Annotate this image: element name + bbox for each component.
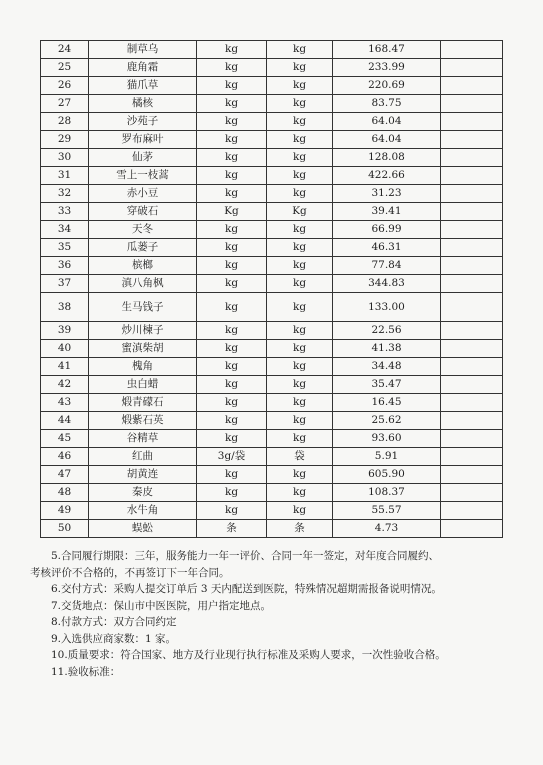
cell-unit2: kg bbox=[267, 358, 333, 376]
cell-blank bbox=[441, 239, 503, 257]
table-row bbox=[41, 257, 503, 275]
cell-no: 28 bbox=[41, 113, 89, 131]
cell-no: 29 bbox=[41, 131, 89, 149]
cell-no: 26 bbox=[41, 77, 89, 95]
cell-unit2: kg bbox=[267, 502, 333, 520]
cell-blank bbox=[441, 59, 503, 77]
cell-blank bbox=[441, 149, 503, 167]
table-row bbox=[41, 466, 503, 484]
table-row bbox=[41, 167, 503, 185]
cell-no: 41 bbox=[41, 358, 89, 376]
term-7: 7.交货地点：保山市中医医院，用户指定地点。 bbox=[51, 599, 272, 612]
cell-unit1: kg bbox=[197, 484, 267, 502]
cell-blank bbox=[441, 466, 503, 484]
cell-name: 制草乌 bbox=[89, 41, 197, 59]
cell-name: 胡黄连 bbox=[89, 466, 197, 484]
price-table-body bbox=[41, 41, 503, 538]
cell-no: 31 bbox=[41, 167, 89, 185]
cell-blank bbox=[441, 203, 503, 221]
cell-unit1: kg bbox=[197, 358, 267, 376]
cell-unit2: Kg bbox=[267, 203, 333, 221]
cell-unit1: kg bbox=[197, 412, 267, 430]
cell-price: 16.45 bbox=[333, 394, 441, 412]
cell-unit1: kg bbox=[197, 502, 267, 520]
cell-no: 35 bbox=[41, 239, 89, 257]
cell-unit1: kg bbox=[197, 394, 267, 412]
cell-unit2: kg bbox=[267, 167, 333, 185]
cell-price: 422.66 bbox=[333, 167, 441, 185]
cell-no: 37 bbox=[41, 275, 89, 293]
cell-blank bbox=[441, 340, 503, 358]
cell-unit2: kg bbox=[267, 340, 333, 358]
cell-blank bbox=[441, 41, 503, 59]
table-row bbox=[41, 185, 503, 203]
cell-unit2: kg bbox=[267, 394, 333, 412]
cell-price: 83.75 bbox=[333, 95, 441, 113]
cell-price: 46.31 bbox=[333, 239, 441, 257]
cell-price: 39.41 bbox=[333, 203, 441, 221]
table-row bbox=[41, 239, 503, 257]
cell-no: 40 bbox=[41, 340, 89, 358]
cell-unit2: kg bbox=[267, 239, 333, 257]
table-row bbox=[41, 322, 503, 340]
cell-no: 27 bbox=[41, 95, 89, 113]
table-row bbox=[41, 293, 503, 322]
cell-no: 36 bbox=[41, 257, 89, 275]
cell-name: 仙茅 bbox=[89, 149, 197, 167]
cell-no: 44 bbox=[41, 412, 89, 430]
cell-unit1: kg bbox=[197, 239, 267, 257]
cell-name: 鹿角霜 bbox=[89, 59, 197, 77]
cell-unit1: 条 bbox=[197, 520, 267, 538]
cell-unit2: kg bbox=[267, 59, 333, 77]
cell-name: 水牛角 bbox=[89, 502, 197, 520]
cell-price: 64.04 bbox=[333, 113, 441, 131]
table-row bbox=[41, 113, 503, 131]
cell-unit1: kg bbox=[197, 131, 267, 149]
cell-no: 49 bbox=[41, 502, 89, 520]
cell-unit1: kg bbox=[197, 59, 267, 77]
cell-unit2: kg bbox=[267, 221, 333, 239]
cell-unit2: 条 bbox=[267, 520, 333, 538]
table-row bbox=[41, 41, 503, 59]
cell-name: 穿破石 bbox=[89, 203, 197, 221]
cell-unit1: kg bbox=[197, 340, 267, 358]
cell-blank bbox=[441, 520, 503, 538]
cell-unit2: kg bbox=[267, 185, 333, 203]
cell-blank bbox=[441, 502, 503, 520]
cell-name: 谷精草 bbox=[89, 430, 197, 448]
cell-unit1: kg bbox=[197, 167, 267, 185]
cell-name: 炒川楝子 bbox=[89, 322, 197, 340]
cell-name: 滇八角枫 bbox=[89, 275, 197, 293]
cell-blank bbox=[441, 293, 503, 322]
cell-no: 46 bbox=[41, 448, 89, 466]
cell-price: 344.83 bbox=[333, 275, 441, 293]
cell-no: 43 bbox=[41, 394, 89, 412]
cell-blank bbox=[441, 257, 503, 275]
cell-unit2: kg bbox=[267, 430, 333, 448]
cell-unit2: kg bbox=[267, 149, 333, 167]
cell-unit2: kg bbox=[267, 484, 333, 502]
cell-blank bbox=[441, 394, 503, 412]
cell-unit2: 袋 bbox=[267, 448, 333, 466]
table-row bbox=[41, 95, 503, 113]
table-row bbox=[41, 340, 503, 358]
cell-no: 33 bbox=[41, 203, 89, 221]
cell-unit1: kg bbox=[197, 149, 267, 167]
cell-unit1: kg bbox=[197, 257, 267, 275]
cell-unit2: kg bbox=[267, 95, 333, 113]
term-5-line1: 5.合同履行期限：三年，服务能力一年一评价、合同一年一签定，对年度合同履约、 bbox=[51, 550, 440, 562]
cell-name: 猫爪草 bbox=[89, 77, 197, 95]
cell-unit1: kg bbox=[197, 185, 267, 203]
cell-unit1: kg bbox=[197, 221, 267, 239]
cell-price: 233.99 bbox=[333, 59, 441, 77]
cell-unit1: kg bbox=[197, 466, 267, 484]
table-row bbox=[41, 430, 503, 448]
cell-unit1: kg bbox=[197, 376, 267, 394]
cell-unit2: kg bbox=[267, 322, 333, 340]
cell-name: 橘核 bbox=[89, 95, 197, 113]
cell-name: 虫白蜡 bbox=[89, 376, 197, 394]
cell-unit2: kg bbox=[267, 113, 333, 131]
cell-blank bbox=[441, 358, 503, 376]
cell-blank bbox=[441, 412, 503, 430]
cell-blank bbox=[441, 376, 503, 394]
cell-no: 48 bbox=[41, 484, 89, 502]
cell-name: 红曲 bbox=[89, 448, 197, 466]
cell-unit1: 3g/袋 bbox=[197, 448, 267, 466]
cell-price: 31.23 bbox=[333, 185, 441, 203]
cell-blank bbox=[441, 167, 503, 185]
cell-unit1: kg bbox=[197, 275, 267, 293]
cell-unit2: kg bbox=[267, 41, 333, 59]
cell-unit2: kg bbox=[267, 275, 333, 293]
cell-unit1: Kg bbox=[197, 203, 267, 221]
table-row bbox=[41, 131, 503, 149]
cell-unit1: kg bbox=[197, 41, 267, 59]
cell-blank bbox=[441, 275, 503, 293]
cell-price: 66.99 bbox=[333, 221, 441, 239]
term-6: 6.交付方式：采购人提交订单后 3 天内配送到医院，特殊情况超期需报备说明情况。 bbox=[51, 583, 442, 595]
cell-unit2: kg bbox=[267, 412, 333, 430]
cell-unit2: kg bbox=[267, 131, 333, 149]
cell-name: 瓜蒌子 bbox=[89, 239, 197, 257]
cell-name: 天冬 bbox=[89, 221, 197, 239]
cell-price: 133.00 bbox=[333, 293, 441, 322]
table-row bbox=[41, 77, 503, 95]
cell-name: 生马钱子 bbox=[89, 293, 197, 322]
cell-no: 47 bbox=[41, 466, 89, 484]
term-10: 10.质量要求：符合国家、地方及行业现行执行标准及采购人要求，一次性验收合格。 bbox=[51, 649, 446, 661]
cell-no: 25 bbox=[41, 59, 89, 77]
cell-unit1: kg bbox=[197, 113, 267, 131]
cell-blank bbox=[441, 113, 503, 131]
cell-unit1: kg bbox=[197, 293, 267, 322]
cell-unit2: kg bbox=[267, 466, 333, 484]
cell-price: 41.38 bbox=[333, 340, 441, 358]
cell-no: 24 bbox=[41, 41, 89, 59]
cell-name: 蜈蚣 bbox=[89, 520, 197, 538]
cell-blank bbox=[441, 131, 503, 149]
cell-no: 42 bbox=[41, 376, 89, 394]
cell-no: 50 bbox=[41, 520, 89, 538]
cell-name: 槟榔 bbox=[89, 257, 197, 275]
cell-no: 38 bbox=[41, 293, 89, 322]
cell-no: 39 bbox=[41, 322, 89, 340]
cell-blank bbox=[441, 77, 503, 95]
table-row bbox=[41, 394, 503, 412]
table-row bbox=[41, 484, 503, 502]
cell-no: 34 bbox=[41, 221, 89, 239]
cell-price: 605.90 bbox=[333, 466, 441, 484]
cell-unit1: kg bbox=[197, 95, 267, 113]
cell-name: 煅青礞石 bbox=[89, 394, 197, 412]
table-row bbox=[41, 358, 503, 376]
table-row bbox=[41, 275, 503, 293]
table-row bbox=[41, 203, 503, 221]
cell-price: 55.57 bbox=[333, 502, 441, 520]
contract-terms bbox=[30, 548, 515, 680]
cell-unit2: kg bbox=[267, 257, 333, 275]
cell-unit2: kg bbox=[267, 376, 333, 394]
cell-price: 35.47 bbox=[333, 376, 441, 394]
cell-name: 秦皮 bbox=[89, 484, 197, 502]
term-11: 11.验收标准： bbox=[51, 665, 121, 678]
cell-blank bbox=[441, 185, 503, 203]
cell-blank bbox=[441, 448, 503, 466]
cell-unit2: kg bbox=[267, 77, 333, 95]
cell-blank bbox=[441, 430, 503, 448]
term-9: 9.入选供应商家数：1 家。 bbox=[51, 632, 177, 645]
cell-price: 22.56 bbox=[333, 322, 441, 340]
table-row bbox=[41, 376, 503, 394]
cell-price: 4.73 bbox=[333, 520, 441, 538]
cell-price: 108.37 bbox=[333, 484, 441, 502]
table-row bbox=[41, 502, 503, 520]
cell-unit2: kg bbox=[267, 293, 333, 322]
cell-blank bbox=[441, 221, 503, 239]
cell-name: 罗布麻叶 bbox=[89, 131, 197, 149]
cell-name: 煅紫石英 bbox=[89, 412, 197, 430]
table-row bbox=[41, 221, 503, 239]
cell-price: 128.08 bbox=[333, 149, 441, 167]
cell-unit1: kg bbox=[197, 430, 267, 448]
table-row bbox=[41, 59, 503, 77]
cell-no: 30 bbox=[41, 149, 89, 167]
cell-price: 25.62 bbox=[333, 412, 441, 430]
price-table bbox=[40, 40, 503, 538]
cell-unit1: kg bbox=[197, 77, 267, 95]
table-row bbox=[41, 149, 503, 167]
cell-unit1: kg bbox=[197, 322, 267, 340]
cell-no: 32 bbox=[41, 185, 89, 203]
cell-price: 220.69 bbox=[333, 77, 441, 95]
cell-no: 45 bbox=[41, 430, 89, 448]
cell-name: 赤小豆 bbox=[89, 185, 197, 203]
cell-price: 77.84 bbox=[333, 257, 441, 275]
cell-price: 168.47 bbox=[333, 41, 441, 59]
cell-blank bbox=[441, 322, 503, 340]
cell-price: 5.91 bbox=[333, 448, 441, 466]
cell-blank bbox=[441, 95, 503, 113]
cell-price: 93.60 bbox=[333, 430, 441, 448]
table-row bbox=[41, 520, 503, 538]
cell-price: 64.04 bbox=[333, 131, 441, 149]
cell-name: 蜜滇柴胡 bbox=[89, 340, 197, 358]
cell-price: 34.48 bbox=[333, 358, 441, 376]
cell-name: 沙苑子 bbox=[89, 113, 197, 131]
table-row bbox=[41, 412, 503, 430]
term-8: 8.付款方式：双方合同约定 bbox=[51, 616, 177, 628]
cell-name: 槐角 bbox=[89, 358, 197, 376]
cell-blank bbox=[441, 484, 503, 502]
term-5-line2: 考核评价不合格的，不再签订下一年合同。 bbox=[30, 566, 230, 579]
cell-name: 雪上一枝蒿 bbox=[89, 167, 197, 185]
table-row bbox=[41, 448, 503, 466]
